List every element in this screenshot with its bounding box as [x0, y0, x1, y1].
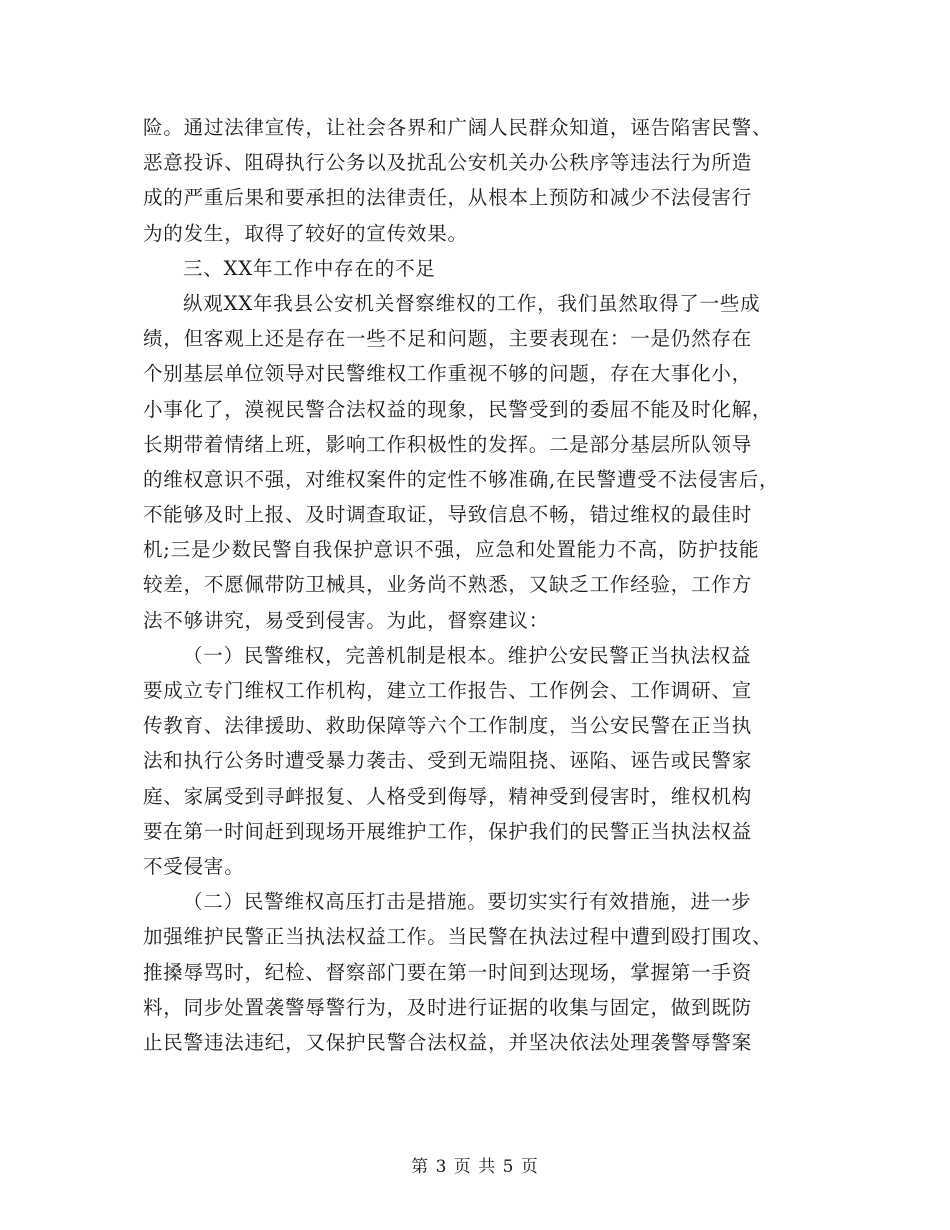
section-heading: 三、XX年工作中存在的不足	[183, 256, 436, 280]
text-line: 料，同步处置袭警辱警行为，及时进行证据的收集与固定，做到既防	[143, 995, 753, 1019]
text-line: 机;三是少数民警自我保护意识不强，应急和处置能力不高，防护技能	[143, 538, 760, 562]
text-line: 不受侵害。	[143, 854, 245, 878]
text-line: （一）民警维权，完善机制是根本。维护公安民警正当执法权益	[183, 643, 752, 667]
text-line: 恶意投诉、阻碍执行公务以及扰乱公安机关办公秩序等违法行为所造	[143, 151, 753, 175]
text-line: 法不够讲究，易受到侵害。为此，督察建议：	[143, 608, 550, 632]
text-line: 险。通过法律宣传，让社会各界和广阔人民群众知道，诬告陷害民警、	[143, 116, 773, 139]
text-line: 要成立专门维权工作机构，建立工作报告、工作例会、工作调研、宣	[143, 679, 753, 702]
text-line: 成的严重后果和要承担的法律责任，从根本上预防和减少不法侵害行	[143, 186, 753, 210]
text-line: 为的发生，取得了较好的宣传效果。	[143, 221, 468, 245]
text-line: 传教育、法律援助、救助保障等六个工作制度，当公安民警在正当执	[143, 714, 753, 738]
page-number-footer: 第 3 页 共 5 页	[411, 1157, 539, 1177]
document-body	[143, 110, 808, 1060]
text-line: 纵观XX年我县公安机关督察维权的工作，我们虽然取得了一些成	[183, 291, 761, 315]
text-line: （二）民警维权高压打击是措施。要切实实行有效措施，进一步	[183, 890, 752, 914]
text-line: 止民警违法违纪，又保护民警合法权益，并坚决依法处理袭警辱警案	[143, 1030, 753, 1054]
text-line: 个别基层单位领导对民警维权工作重视不够的问题，存在大事化小，	[143, 362, 753, 386]
text-line: 小事化了，漠视民警合法权益的现象，民警受到的委屈不能及时化解，	[143, 397, 773, 421]
text-line: 绩，但客观上还是存在一些不足和问题，主要表现在：一是仍然存在	[143, 327, 753, 351]
text-line: 加强维护民警正当执法权益工作。当民警在执法过程中遭到殴打围攻、	[143, 925, 773, 949]
text-line: 的维权意识不强，对维权案件的定性不够准确,在民警遭受不法侵害后，	[143, 467, 780, 491]
text-line: 要在第一时间赶到现场开展维护工作，保护我们的民警正当执法权益	[143, 819, 753, 843]
text-line: 不能够及时上报、及时调查取证，导致信息不畅，错过维权的最佳时	[143, 503, 753, 527]
text-line: 较差，不愿佩带防卫械具，业务尚不熟悉，又缺乏工作经验，工作方	[143, 573, 753, 597]
text-line: 推搡辱骂时，纪检、督察部门要在第一时间到达现场，掌握第一手资	[143, 960, 753, 984]
text-line: 长期带着情绪上班，影响工作积极性的发挥。二是部分基层所队领导	[143, 432, 753, 456]
text-line: 法和执行公务时遭受暴力袭击、受到无端阻挠、诬陷、诬告或民警家	[143, 749, 753, 773]
text-line: 庭、家属受到寻衅报复、人格受到侮辱，精神受到侵害时，维权机构	[143, 784, 753, 808]
